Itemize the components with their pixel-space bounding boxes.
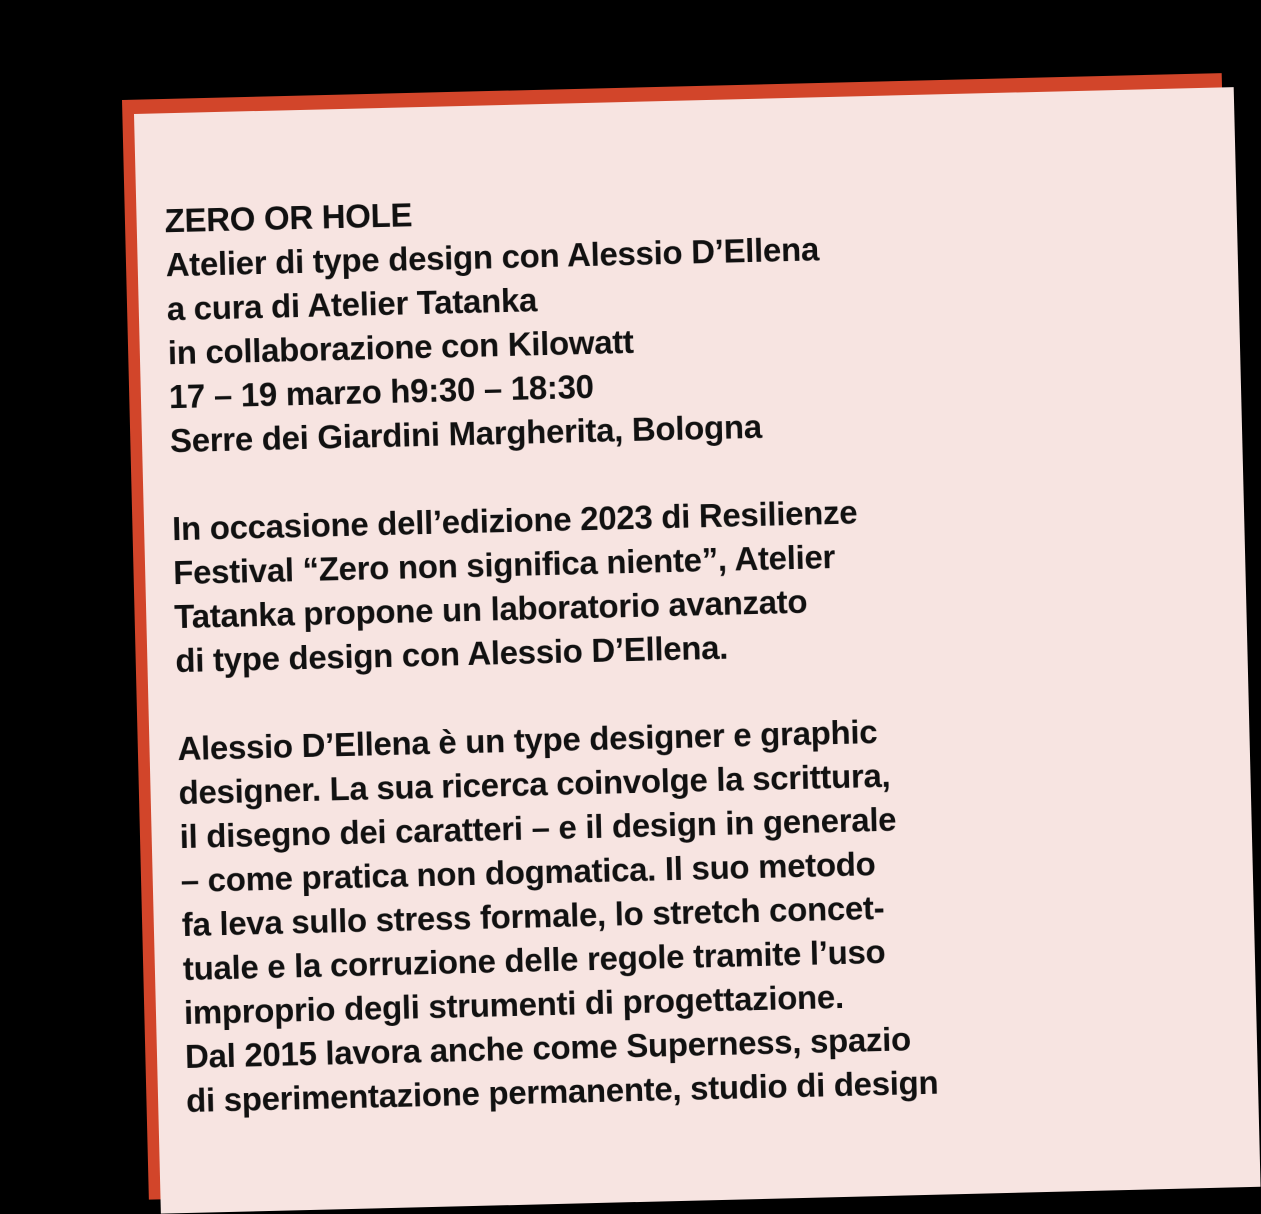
header-line: 17 – 19 marzo h9:30 – 18:30 — [168, 367, 595, 416]
paragraph-line: In occasione dell’edizione 2023 di Resilienze — [171, 493, 858, 548]
paragraph-line: Tatanka propone un laboratorio avanzato — [173, 582, 808, 636]
document-text — [164, 177, 1086, 1123]
document-title: ZERO OR HOLE — [164, 196, 413, 240]
header-block — [164, 177, 1070, 463]
header-line: a cura di Atelier Tatanka — [166, 281, 538, 328]
paragraph-line: Alessio D’Ellena è un type designer e graphic — [177, 713, 878, 768]
paragraph-line: improprio degli strumenti di progettazione. — [183, 977, 845, 1032]
paragraph-line: di type design con Alessio D’Ellena. — [174, 628, 729, 680]
paragraph-line: di sperimentazione permanente, studio di design — [185, 1063, 939, 1120]
intro-paragraph — [172, 485, 1076, 683]
header-line: Serre dei Giardini Margherita, Bologna — [169, 407, 763, 460]
header-line: in collaborazione con Kilowatt — [167, 322, 635, 372]
bio-paragraph — [177, 705, 1086, 1123]
header-line: Atelier di type design con Alessio D’Ellena — [165, 230, 820, 284]
paragraph-line: tuale e la corruzione delle regole tramite l’uso — [182, 932, 886, 988]
paragraph-line: designer. La sua ricerca coinvolge la scrittura, — [178, 756, 891, 812]
paragraph-line: fa leva sullo stress formale, lo stretch concet- — [181, 888, 885, 944]
paragraph-line: Festival “Zero non significa niente”, Atelier — [172, 538, 836, 592]
paper-sheet — [134, 87, 1261, 1214]
paragraph-line: il disegno dei caratteri – e il design in generale — [179, 800, 897, 856]
paragraph-line: Dal 2015 lavora anche come Superness, spazio — [184, 1020, 912, 1076]
paragraph-line: – come pratica non dogmatica. Il suo metodo — [180, 845, 876, 900]
